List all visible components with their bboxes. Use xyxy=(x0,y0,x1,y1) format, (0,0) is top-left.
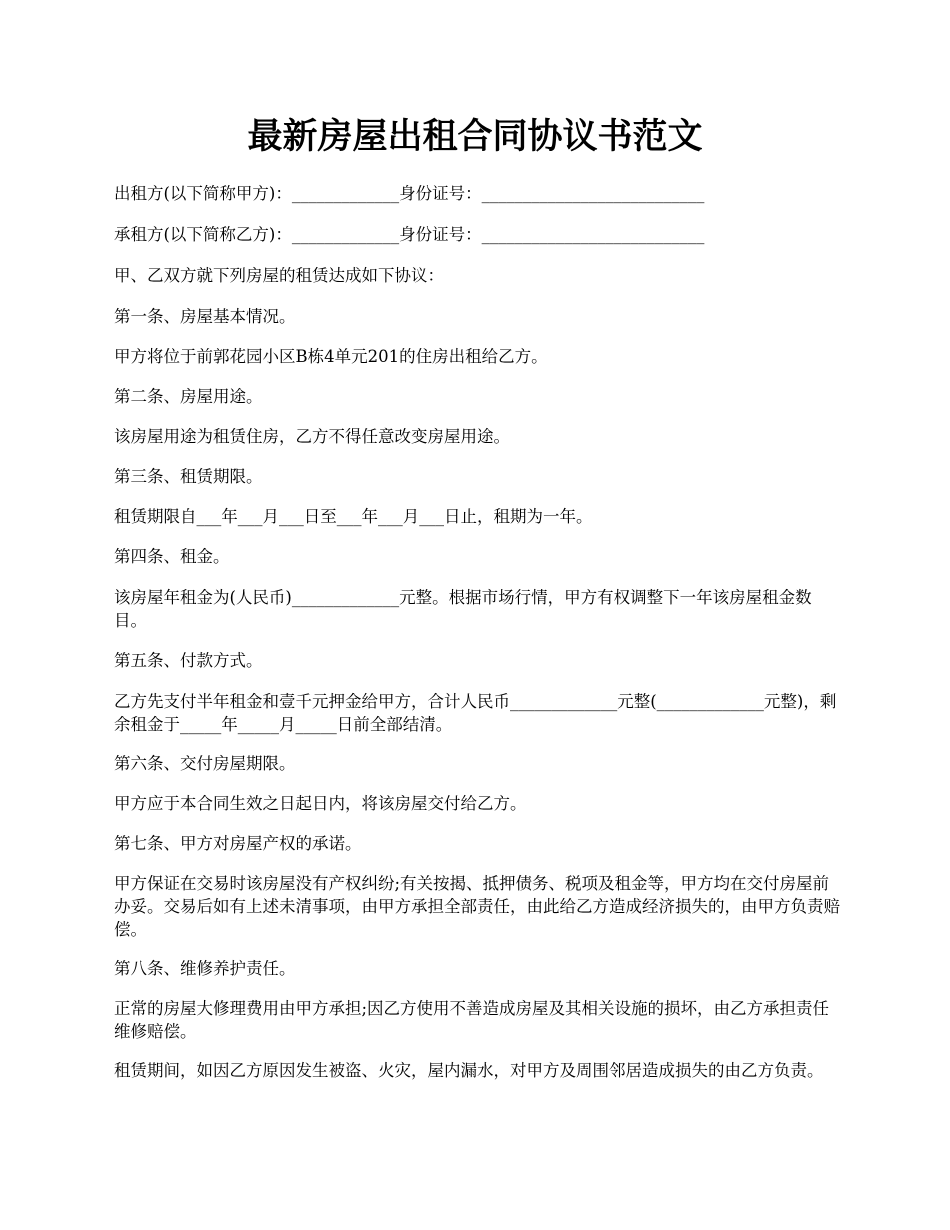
article-2-body: 该房屋用途为租赁住房，乙方不得任意改变房屋用途。 xyxy=(114,427,510,446)
agreement-intro: 甲、乙双方就下列房屋的租赁达成如下协议： xyxy=(114,266,444,285)
party-b-line: 承租方(以下简称乙方)：_____________身份证号：___________________________ xyxy=(114,225,705,244)
article-7-heading: 第七条、甲方对房屋产权的承诺。 xyxy=(114,834,362,853)
article-4-body: 该房屋年租金为(人民币)_____________元整。根据市场行情，甲方有权调整下一年该房屋租金数目。 xyxy=(114,588,812,630)
article-1-body: 甲方将位于前郭花园小区B栋4单元201的住房出租给乙方。 xyxy=(114,347,548,366)
article-7-body: 甲方保证在交易时该房屋没有产权纠纷;有关按揭、抵押债务、税项及租金等，甲方均在交付房屋前办妥。交易后如有上述未清事项，由甲方承担全部责任，由此给乙方造成经济损失的，由甲方负责赔偿。 xyxy=(114,874,840,939)
article-6-body: 甲方应于本合同生效之日起日内，将该房屋交付给乙方。 xyxy=(114,794,527,813)
article-1-heading: 第一条、房屋基本情况。 xyxy=(114,307,296,326)
article-3-body: 租赁期限自___年___月___日至___年___月___日止，租期为一年。 xyxy=(114,507,593,526)
article-3-heading: 第三条、租赁期限。 xyxy=(114,467,263,486)
article-4-heading: 第四条、租金。 xyxy=(114,547,230,566)
article-2-heading: 第二条、房屋用途。 xyxy=(114,387,263,406)
article-8-body: 正常的房屋大修理费用由甲方承担;因乙方使用不善造成房屋及其相关设施的损坏，由乙方承担责任维修赔偿。 xyxy=(114,999,830,1041)
article-8-extra: 租赁期间，如因乙方原因发生被盗、火灾，屋内漏水，对甲方及周围邻居造成损失的由乙方负责。 xyxy=(114,1061,824,1080)
article-5-body: 乙方先支付半年租金和壹千元押金给甲方，合计人民币_____________元整(_____________元整)，剩余租金于_____年_____月_____日前全部结清。 xyxy=(114,692,837,734)
article-6-heading: 第六条、交付房屋期限。 xyxy=(114,754,296,773)
party-a-line: 出租方(以下简称甲方)：_____________身份证号：___________________________ xyxy=(114,184,705,203)
document-title: 最新房屋出租合同协议书范文 xyxy=(247,116,703,157)
article-8-heading: 第八条、维修养护责任。 xyxy=(114,959,296,978)
article-5-heading: 第五条、付款方式。 xyxy=(114,651,263,670)
